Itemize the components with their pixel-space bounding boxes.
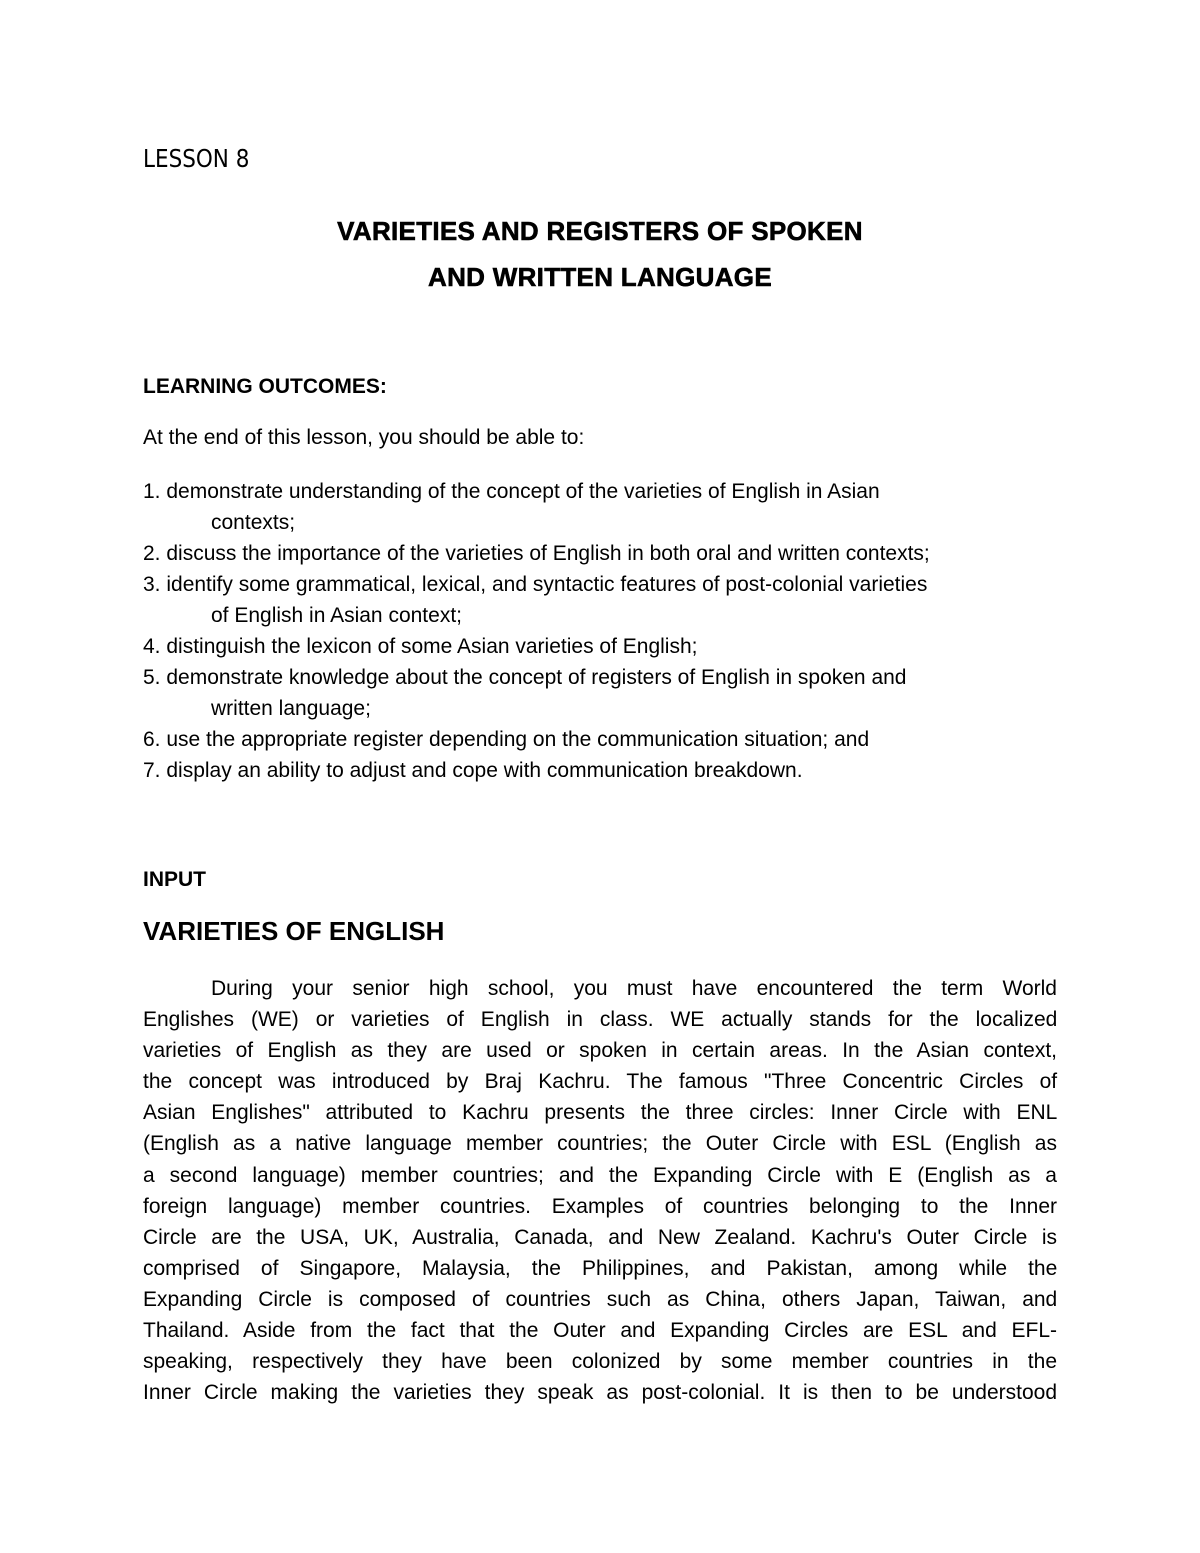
outcome-text: 4. distinguish the lexicon of some Asian varieties of English; [143,635,698,658]
paragraph-line: Thailand. Aside from the fact that the Outer and Expanding Circles are ESL and EFL- [143,1319,1057,1343]
learning-outcomes-heading: LEARNING OUTCOMES: [143,375,387,398]
outcome-text: 3. identify some grammatical, lexical, and syntactic features of post-colonial varieties [143,573,928,596]
outcome-text-continued: of English in Asian context; [211,604,462,627]
outcome-item [143,476,1103,538]
paragraph-line: varieties of English as they are used or spoken in certain areas. In the Asian context, [143,1039,1057,1063]
paragraph-line: comprised of Singapore, Malaysia, the Philippines, and Pakistan, among while the [143,1256,1058,1280]
outcome-item [143,569,1103,631]
section-heading: VARIETIES OF ENGLISH [143,916,445,946]
paragraph-line: Englishes (WE) or varieties of English in class. WE actually stands for the localized [143,1008,1058,1032]
paragraph-line: (English as a native language member countries; the Outer Circle with ESL (English as [143,1132,1057,1156]
outcome-item [143,631,1103,662]
paragraph-line: a second language) member countries; and the Expanding Circle with E (English as a [143,1163,1057,1187]
paragraph-line: Asian Englishes" attributed to Kachru presents the three circles: Inner Circle with ENL [143,1101,1058,1125]
outcome-item [143,538,1103,569]
outcome-text-continued: written language; [211,697,371,720]
paragraph-line: Inner Circle making the varieties they speak as post-colonial. It is then to be understood [143,1381,1057,1405]
outcome-text: 2. discuss the importance of the varieties of English in both oral and written contexts; [143,542,930,565]
outcome-text-continued: contexts; [211,511,296,534]
lesson-label: LESSON 8 [143,144,250,173]
paragraph-line: Expanding Circle is composed of countries such as China, others Japan, Taiwan, and [143,1287,1058,1311]
paragraph-line: During your senior high school, you must have encountered the term World [211,977,1057,1000]
body-paragraph [143,973,1057,1408]
learning-outcomes-intro: At the end of this lesson, you should be able to: [143,426,585,449]
outcome-text: 7. display an ability to adjust and cope with communication breakdown. [143,759,803,782]
outcome-item [143,662,1103,724]
learning-outcomes-list [143,476,1103,786]
paragraph-line: the concept was introduced by Braj Kachru. The famous "Three Concentric Circles of [143,1070,1058,1094]
paragraph-line: foreign language) member countries. Examples of countries belonging to the Inner [143,1194,1057,1218]
input-heading: INPUT [143,868,206,891]
outcome-item [143,724,1103,755]
outcome-text: 6. use the appropriate register depending on the communication situation; and [143,728,870,751]
outcome-text: 1. demonstrate understanding of the concept of the varieties of English in Asian [143,480,880,503]
document-title [0,208,1200,300]
paragraph-line: Circle are the USA, UK, Australia, Canada, and New Zealand. Kachru's Outer Circle is [143,1225,1058,1249]
outcome-item [143,755,1103,786]
outcome-text: 5. demonstrate knowledge about the concept of registers of English in spoken and [143,666,907,689]
title-line-1: VARIETIES AND REGISTERS OF SPOKEN [337,216,863,246]
paragraph-line: speaking, respectively they have been colonized by some member countries in the [143,1350,1057,1374]
title-line-2: AND WRITTEN LANGUAGE [428,262,772,292]
